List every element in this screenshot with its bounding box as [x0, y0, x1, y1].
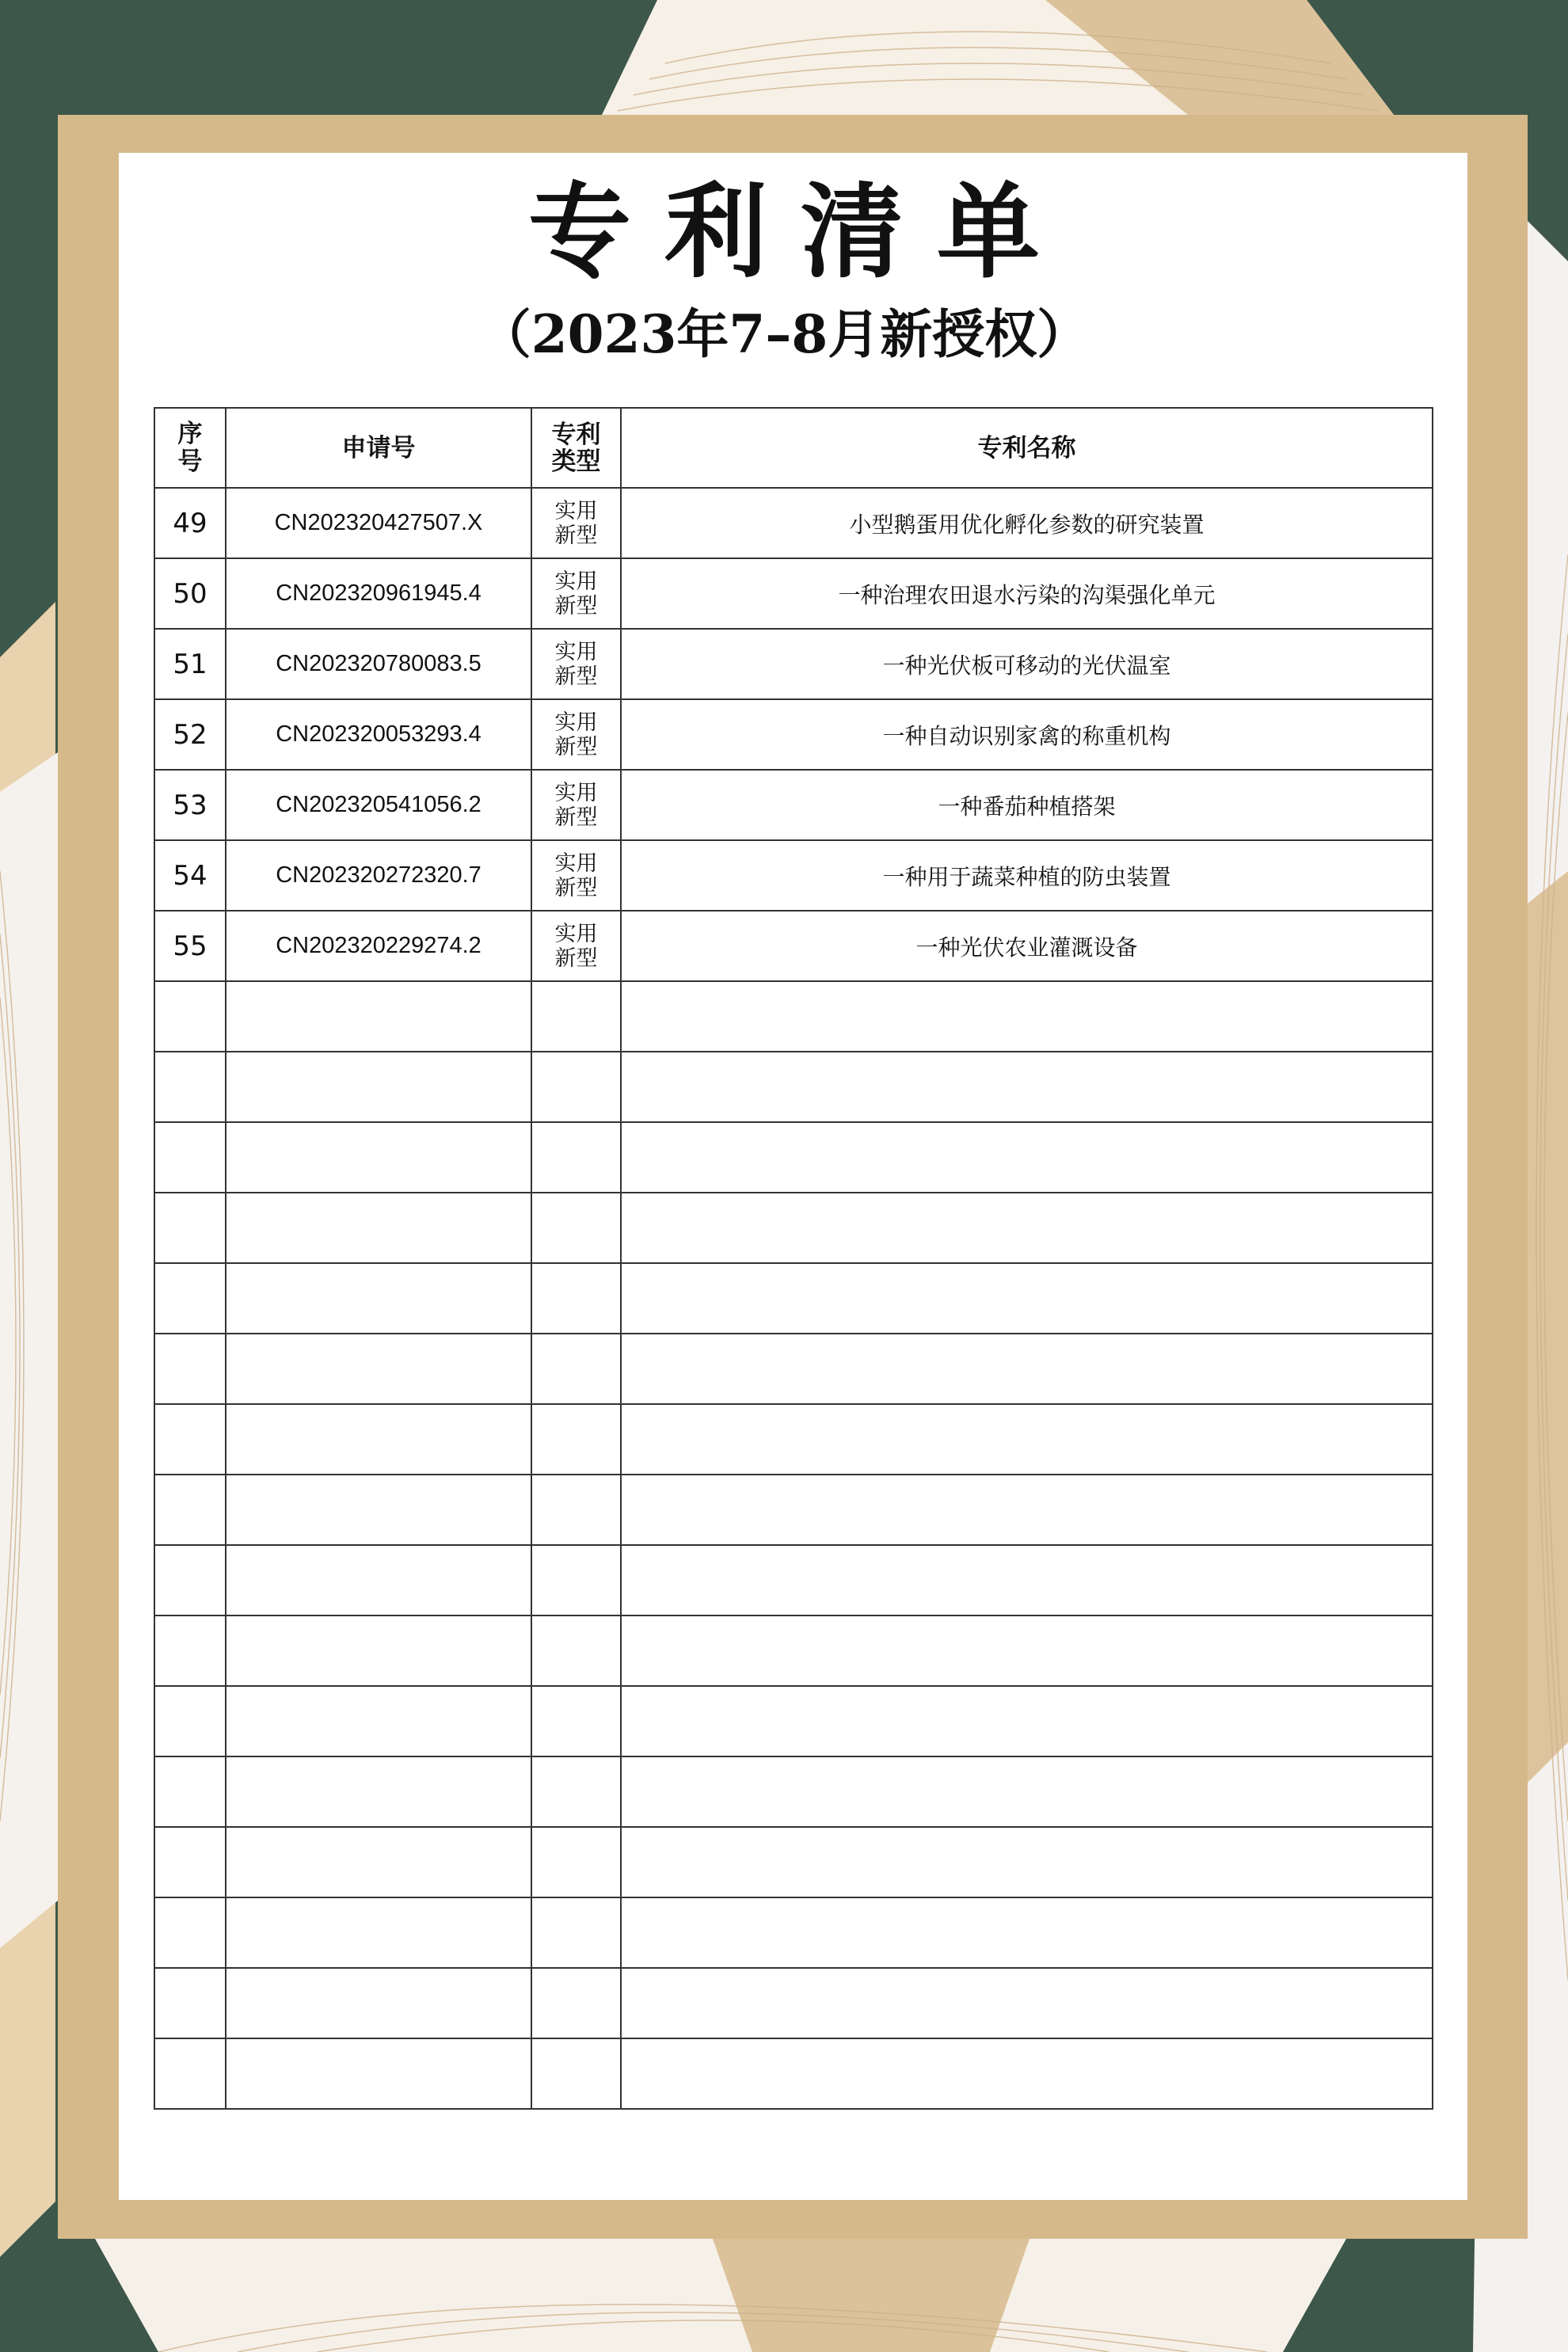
cell-application-no: CN202320229274.2	[226, 911, 531, 981]
cell-application-no	[226, 1545, 531, 1616]
cell-no: 49	[154, 488, 226, 558]
patent-table	[154, 407, 1433, 2110]
cell-name: 小型鹅蛋用优化孵化参数的研究装置	[621, 488, 1433, 558]
table-row	[154, 1122, 1433, 1193]
cell-type	[531, 1616, 621, 1686]
cell-type: 实用新型	[531, 629, 621, 699]
cell-name	[621, 981, 1433, 1052]
table-row	[154, 1334, 1433, 1404]
cell-type	[531, 1756, 621, 1827]
table-row	[154, 1193, 1433, 1263]
cell-type: 实用新型	[531, 699, 621, 770]
cell-name: 一种光伏板可移动的光伏温室	[621, 629, 1433, 699]
cell-name: 一种用于蔬菜种植的防虫装置	[621, 840, 1433, 911]
cell-application-no	[226, 1122, 531, 1193]
cell-no: 55	[154, 911, 226, 981]
cell-no	[154, 1334, 226, 1404]
cell-no	[154, 1827, 226, 1897]
cell-application-no	[226, 1827, 531, 1897]
table-row	[154, 840, 1433, 911]
table-row	[154, 770, 1433, 840]
cell-no	[154, 1545, 226, 1616]
cell-name: 一种自动识别家禽的称重机构	[621, 699, 1433, 770]
cell-type	[531, 981, 621, 1052]
page-title: 专利清单	[527, 171, 1073, 292]
cell-application-no	[226, 1756, 531, 1827]
cell-no: 53	[154, 770, 226, 840]
cell-name	[621, 1193, 1433, 1263]
cell-type: 实用新型	[531, 911, 621, 981]
cell-type: 实用新型	[531, 488, 621, 558]
cell-no	[154, 981, 226, 1052]
table-row	[154, 1686, 1433, 1756]
table-row	[154, 1545, 1433, 1616]
cell-no	[154, 2038, 226, 2109]
table-row	[154, 1263, 1433, 1334]
cell-no	[154, 1052, 226, 1122]
header-application-no: 申请号	[226, 408, 531, 488]
cell-name: 一种光伏农业灌溉设备	[621, 911, 1433, 981]
cell-type	[531, 1968, 621, 2038]
cell-name	[621, 1686, 1433, 1756]
cell-type: 实用新型	[531, 558, 621, 629]
cell-type	[531, 1686, 621, 1756]
table-row	[154, 699, 1433, 770]
cell-name	[621, 1827, 1433, 1897]
cell-no	[154, 1616, 226, 1686]
cell-name	[621, 1897, 1433, 1968]
page-subtitle: （2023年7–8月新授权）	[478, 303, 1090, 365]
cell-no	[154, 1968, 226, 2038]
cell-name	[621, 1968, 1433, 2038]
table-row	[154, 1897, 1433, 1968]
table-row	[154, 1052, 1433, 1122]
cell-name	[621, 1616, 1433, 1686]
cell-no	[154, 1686, 226, 1756]
cell-type	[531, 1475, 621, 1545]
table-row	[154, 629, 1433, 699]
cell-application-no	[226, 1263, 531, 1334]
header-name: 专利名称	[621, 408, 1433, 488]
cell-no	[154, 1263, 226, 1334]
table-row	[154, 1756, 1433, 1827]
cell-type	[531, 1263, 621, 1334]
cell-name	[621, 1545, 1433, 1616]
cell-no	[154, 1756, 226, 1827]
table-row	[154, 1827, 1433, 1897]
table-row	[154, 488, 1433, 558]
cell-name	[621, 1475, 1433, 1545]
cell-no: 51	[154, 629, 226, 699]
cell-application-no: CN202320053293.4	[226, 699, 531, 770]
cell-no	[154, 1897, 226, 1968]
cell-name: 一种番茄种植搭架	[621, 770, 1433, 840]
cell-type	[531, 2038, 621, 2109]
table-row	[154, 911, 1433, 981]
table-row	[154, 1968, 1433, 2038]
cell-application-no: CN202320780083.5	[226, 629, 531, 699]
table-row	[154, 1404, 1433, 1475]
table-header-row	[154, 408, 1433, 488]
cell-application-no: CN202320272320.7	[226, 840, 531, 911]
cell-name	[621, 1052, 1433, 1122]
cell-no: 52	[154, 699, 226, 770]
header-type: 专利类型	[531, 408, 621, 488]
cell-name	[621, 1756, 1433, 1827]
cell-type	[531, 1827, 621, 1897]
cell-name	[621, 1404, 1433, 1475]
cell-application-no: CN202320961945.4	[226, 558, 531, 629]
header-no: 序号	[154, 408, 226, 488]
cell-application-no	[226, 1475, 531, 1545]
cell-no: 54	[154, 840, 226, 911]
table-row	[154, 1616, 1433, 1686]
cell-name	[621, 1334, 1433, 1404]
cell-no	[154, 1475, 226, 1545]
cell-type: 实用新型	[531, 770, 621, 840]
cell-application-no: CN202320427507.X	[226, 488, 531, 558]
table-row	[154, 981, 1433, 1052]
table-row	[154, 2038, 1433, 2109]
cell-name	[621, 1122, 1433, 1193]
table-body	[154, 488, 1433, 2109]
cell-application-no	[226, 1686, 531, 1756]
cell-application-no	[226, 1897, 531, 1968]
cell-application-no	[226, 1404, 531, 1475]
cell-application-no	[226, 1334, 531, 1404]
cell-type	[531, 1334, 621, 1404]
cell-type	[531, 1193, 621, 1263]
cell-no: 50	[154, 558, 226, 629]
cell-name	[621, 1263, 1433, 1334]
cell-application-no	[226, 2038, 531, 2109]
cell-no	[154, 1193, 226, 1263]
cell-type	[531, 1545, 621, 1616]
cell-type	[531, 1122, 621, 1193]
cell-application-no	[226, 1193, 531, 1263]
cell-application-no	[226, 1616, 531, 1686]
cell-type	[531, 1897, 621, 1968]
cell-name: 一种治理农田退水污染的沟渠强化单元	[621, 558, 1433, 629]
cell-no	[154, 1122, 226, 1193]
cell-type: 实用新型	[531, 840, 621, 911]
cell-application-no	[226, 1968, 531, 2038]
cell-type	[531, 1404, 621, 1475]
table-row	[154, 558, 1433, 629]
cell-application-no	[226, 1052, 531, 1122]
cell-application-no: CN202320541056.2	[226, 770, 531, 840]
cell-name	[621, 2038, 1433, 2109]
cell-type	[531, 1052, 621, 1122]
cell-no	[154, 1404, 226, 1475]
cell-application-no	[226, 981, 531, 1052]
table-row	[154, 1475, 1433, 1545]
